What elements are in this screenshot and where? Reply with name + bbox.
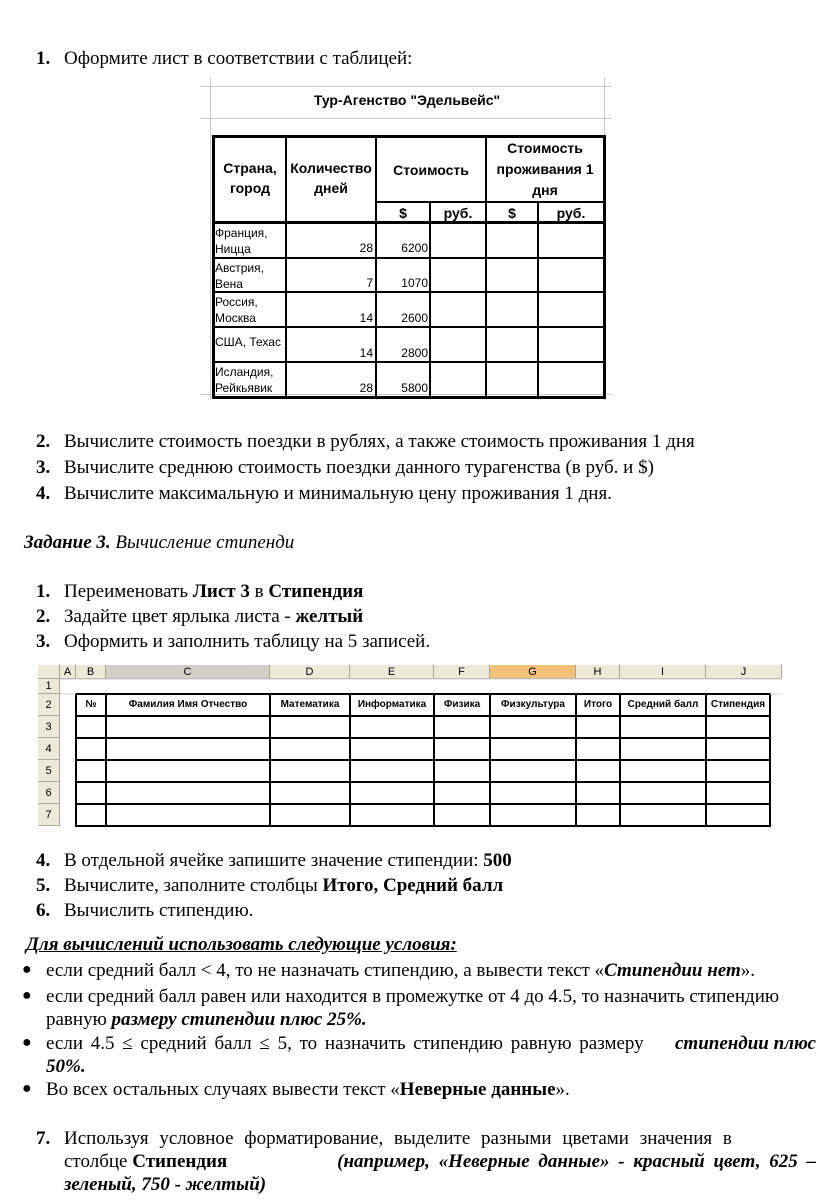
column-header[interactable]: I [620,665,706,679]
table-title: Тур-Агенство "Эдельвейс" [313,92,501,108]
text-part: в [249,581,269,602]
column-header[interactable]: C [106,665,270,679]
header-usd: $ [508,205,516,221]
item-text: Оформить и заполнить таблицу на 5 записей. [64,631,431,652]
condition-item-cont: 50%. [46,1056,86,1077]
condition-item [46,986,816,1008]
item-text: Вычислите максимальную и минимальную цену проживания 1 дня. [64,483,612,504]
row-city: Исландия, Рейкьявик [215,365,274,395]
text-part: ». [555,1079,570,1100]
text-part: если средний балл < 4, то не назначать стипендию, а вывести текст « [46,960,605,981]
bullet-icon: ● [22,1034,32,1051]
bold-text: 500 [483,850,512,871]
item-text: Вычислить стипендию. [64,900,254,921]
bold-text: Стипендия [268,581,364,602]
bold-text: желтый [295,606,364,627]
spreadsheet-table [38,665,782,831]
header-rub: руб. [556,205,586,221]
text-part: В отдельной ячейке запишите значение стипендии: [64,850,484,871]
header-math: Математика [280,699,340,710]
text-part: столбце [64,1151,133,1172]
item-number: 6. [36,900,51,921]
row-days: 7 [366,276,373,290]
condition-item [46,960,755,982]
condition-item [46,1033,816,1055]
header-usd: $ [399,205,407,221]
bold-text: Лист 3 [192,581,250,602]
item-text [64,850,512,872]
item-number: 5. [36,875,51,896]
header-stay: Стоимость проживания 1 дня [496,140,594,198]
row-usd: 2600 [401,311,428,325]
bold-text: Неверные данные [399,1079,556,1100]
item-text: Оформите лист в соответствии с таблицей: [64,48,413,69]
text-part: Переименовать [64,581,193,602]
task-label: Задание 3. [24,532,111,553]
table-grid [38,665,782,831]
item-text: Вычислите среднюю стоимость поездки данного турагенства (в руб. и $) [64,457,654,478]
conditions-heading: Для вычислений использовать следующие условия: [26,934,457,955]
condition-item-cont [46,1009,367,1031]
row-header[interactable]: 4 [38,738,60,760]
item-text-cont [64,1151,816,1173]
header-total: Итого [583,699,613,710]
item-number: 7. [36,1128,51,1149]
row-usd: 1070 [401,276,428,290]
row-header[interactable]: 5 [38,760,60,782]
row-header[interactable]: 7 [38,804,60,826]
text-part: Задайте цвет ярлыка листа - [64,606,296,627]
header-rub: руб. [443,205,473,221]
column-header[interactable]: F [434,665,490,679]
item-number: 2. [36,606,51,627]
bullet-icon: ● [22,987,32,1004]
column-header[interactable]: A [60,665,76,679]
condition-item [46,1079,570,1101]
bold-text: Итого, Средний балл [322,875,504,896]
task-title: Вычисление стипенди [115,532,295,553]
item-number: 4. [36,483,51,504]
item-number: 2. [36,431,51,452]
bold-italic-text: Стипендии нет [604,960,741,981]
column-header[interactable]: H [576,665,620,679]
item-number: 3. [36,631,51,652]
item-text: Используя условное форматирование, выделите разными цветами значения в [64,1128,732,1149]
text-part: равную [46,1009,112,1030]
row-days: 14 [359,346,373,360]
column-header[interactable]: E [350,665,434,679]
item-text [64,875,503,897]
header-pe: Физкультура [501,699,565,710]
column-header[interactable]: B [76,665,106,679]
row-header[interactable]: 2 [38,694,60,716]
column-header[interactable]: J [706,665,782,679]
item-text [64,581,363,603]
item-number: 3. [36,457,51,478]
column-header[interactable]: G [490,665,576,679]
row-city: Австрия, Вена [215,261,264,291]
header-number: № [85,699,97,710]
header-scholarship: Стипендия [710,699,766,710]
row-city: США, Техас [215,335,281,349]
header-physics: Физика [443,699,481,710]
row-header[interactable]: 3 [38,716,60,738]
item-text [64,606,363,628]
text-part: ». [740,960,755,981]
header-country: Страна, город [223,160,277,196]
tour-agency-table [200,78,612,400]
text-part: Во всех остальных случаях вывести текст « [46,1079,400,1100]
row-header[interactable]: 1 [38,679,60,694]
row-header[interactable]: 6 [38,782,60,804]
row-days: 14 [359,311,373,325]
column-header[interactable]: D [270,665,350,679]
bold-italic-text: стипендии плюс [674,1033,816,1054]
bold-text: Стипендия [132,1151,228,1172]
bullet-icon: ● [22,961,32,978]
bold-italic-text: размеру стипендии плюс 25%. [111,1009,367,1030]
row-usd: 6200 [401,241,428,255]
row-usd: 2800 [401,346,428,360]
header-cost: Стоимость [393,162,469,178]
item-text: Вычислите стоимость поездки в рублях, а также стоимость проживания 1 дня [64,431,695,452]
text-part: если 4.5 ≤ средний балл ≤ 5, то назначить стипендию равную размеру [46,1033,644,1054]
header-days: Количество дней [290,160,372,196]
row-city: Россия, Москва [215,295,258,325]
item-number: 1. [36,48,51,69]
row-usd: 5800 [401,381,428,395]
row-days: 28 [359,241,373,255]
item-text-cont: зеленый, 750 - желтый) [64,1174,267,1195]
item-number: 1. [36,581,51,602]
text-part: если средний балл равен или находится в промежутке от 4 до 4.5, то назначить стипендию [46,986,780,1007]
item-number: 4. [36,850,51,871]
text-part: Вычислите, заполните столбцы [64,875,323,896]
header-average: Средний балл [627,699,699,710]
bold-italic-text: (например, «Неверные данные» - красный цвет, 625 – [337,1151,816,1172]
row-city: Франция, Ницца [215,226,268,256]
row-days: 28 [359,381,373,395]
header-name: Фамилия Имя Отчество [128,699,248,710]
header-informatics: Информатика [357,699,427,710]
task-heading [24,532,294,554]
bullet-icon: ● [22,1080,32,1097]
